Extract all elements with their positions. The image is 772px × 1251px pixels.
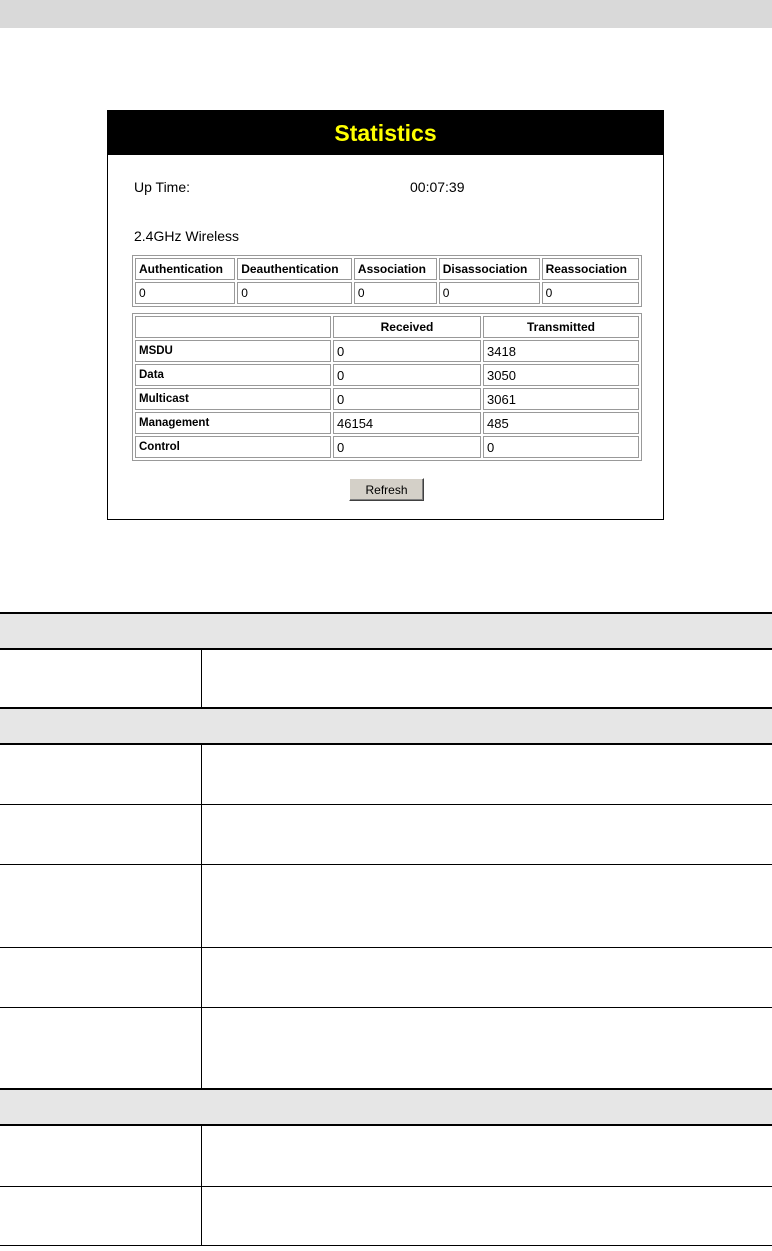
col-deauthentication: Deauthentication: [237, 258, 352, 280]
refresh-button[interactable]: Refresh: [349, 478, 424, 501]
transmitted-value: 3061: [483, 388, 639, 410]
received-value: 0: [333, 388, 481, 410]
description-table: [0, 612, 772, 1246]
table-row: [135, 364, 639, 386]
received-value: 0: [333, 340, 481, 362]
corner-cell: [135, 316, 331, 338]
col-transmitted: Transmitted: [483, 316, 639, 338]
row-label: Multicast: [135, 388, 331, 410]
transmitted-value: 485: [483, 412, 639, 434]
row-label: MSDU: [135, 340, 331, 362]
col-association: Association: [354, 258, 437, 280]
section-header-row: [0, 708, 772, 744]
table-row: [135, 388, 639, 410]
table-header-row: [135, 316, 639, 338]
uptime-label: Up Time:: [134, 179, 191, 195]
disassociation-value: 0: [439, 282, 540, 304]
table-row: [0, 947, 772, 1007]
row-label: Management: [135, 412, 331, 434]
table-row: [0, 1125, 772, 1186]
page-title: Statistics: [108, 111, 663, 155]
table-row: [135, 340, 639, 362]
uptime-value: 00:07:39: [410, 179, 465, 195]
table-row: [0, 804, 772, 864]
reassociation-value: 0: [542, 282, 639, 304]
table-row: [0, 744, 772, 804]
col-disassociation: Disassociation: [439, 258, 540, 280]
authentication-value: 0: [135, 282, 235, 304]
frame-stats-table: [132, 255, 642, 307]
table-header-row: [135, 258, 639, 280]
received-value: 46154: [333, 412, 481, 434]
transmitted-value: 0: [483, 436, 639, 458]
col-reassociation: Reassociation: [542, 258, 639, 280]
transmitted-value: 3050: [483, 364, 639, 386]
association-value: 0: [354, 282, 437, 304]
row-label: Control: [135, 436, 331, 458]
table-row: [135, 412, 639, 434]
table-row: [135, 282, 639, 304]
transmitted-value: 3418: [483, 340, 639, 362]
section-title: 2.4GHz Wireless: [134, 228, 240, 244]
table-row: [135, 436, 639, 458]
received-value: 0: [333, 364, 481, 386]
section-header-row: [0, 613, 772, 649]
table-row: [0, 649, 772, 708]
table-row: [0, 1186, 772, 1245]
statistics-panel: [107, 110, 664, 520]
top-band: [0, 0, 772, 28]
row-label: Data: [135, 364, 331, 386]
section-header-row: [0, 1089, 772, 1125]
received-value: 0: [333, 436, 481, 458]
table-row: [0, 1007, 772, 1089]
deauthentication-value: 0: [237, 282, 352, 304]
traffic-table: [132, 313, 642, 461]
col-authentication: Authentication: [135, 258, 235, 280]
col-received: Received: [333, 316, 481, 338]
table-row: [0, 864, 772, 947]
